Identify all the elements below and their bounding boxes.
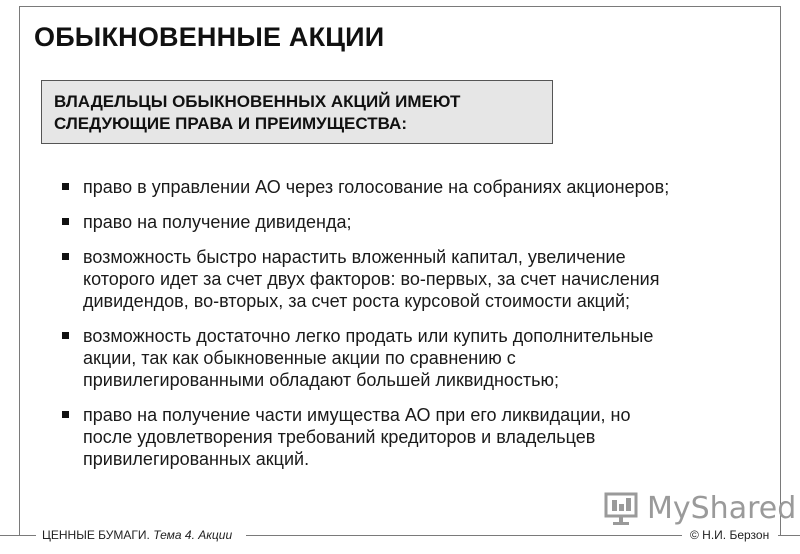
item-line: право на получение части имущества АО при его ликвидации, но: [83, 405, 631, 425]
rights-header-box: [41, 80, 553, 144]
rights-list: [58, 176, 768, 470]
item-line: привилегированными обладают большей ликвидностью;: [83, 370, 560, 390]
bullet-icon: [62, 218, 69, 225]
item-line: возможность достаточно легко продать или купить дополнительные: [83, 326, 654, 346]
list-item: [58, 211, 768, 233]
item-line: возможность быстро нарастить вложенный капитал, увеличение: [83, 247, 626, 267]
footer-topic: Тема 4. Акции: [153, 528, 233, 542]
item-line: которого идет за счет двух факторов: во-первых, за счет начисления: [83, 269, 660, 289]
bullet-icon: [62, 253, 69, 260]
list-item: [58, 246, 768, 312]
header-line-1: ВЛАДЕЛЬЦЫ ОБЫКНОВЕННЫХ АКЦИЙ ИМЕЮТ: [54, 92, 461, 111]
list-item: [58, 176, 768, 198]
bullet-icon: [62, 332, 69, 339]
item-line: привилегированных акций.: [83, 449, 310, 469]
footer-author: © Н.И. Берзон: [690, 528, 770, 542]
watermark-text: MyShared: [647, 490, 797, 526]
footer-left: [42, 528, 232, 542]
list-item: [58, 325, 768, 391]
myshared-watermark: [603, 486, 796, 530]
item-line: право в управлении АО через голосование на собраниях акционеров;: [83, 177, 670, 197]
footer-rule-left: [0, 535, 36, 536]
myshared-logo-icon: [603, 488, 641, 528]
footer-rule-middle: [246, 535, 682, 536]
item-line: право на получение дивиденда;: [83, 212, 352, 232]
bullet-icon: [62, 183, 69, 190]
item-line: дивидендов, во-вторых, за счет роста курсовой стоимости акций;: [83, 291, 631, 311]
footer-course: ЦЕННЫЕ БУМАГИ.: [42, 528, 150, 542]
slide-title: ОБЫКНОВЕННЫЕ АКЦИИ: [34, 22, 385, 52]
header-line-2: СЛЕДУЮЩИЕ ПРАВА И ПРЕИМУЩЕСТВА:: [54, 114, 407, 133]
item-line: акции, так как обыкновенные акции по сравнению с: [83, 348, 516, 368]
bullet-icon: [62, 411, 69, 418]
item-line: после удовлетворения требований кредиторов и владельцев: [83, 427, 596, 447]
list-item: [58, 404, 768, 470]
footer-rule-right: [778, 535, 800, 536]
slide-footer: [0, 525, 800, 545]
